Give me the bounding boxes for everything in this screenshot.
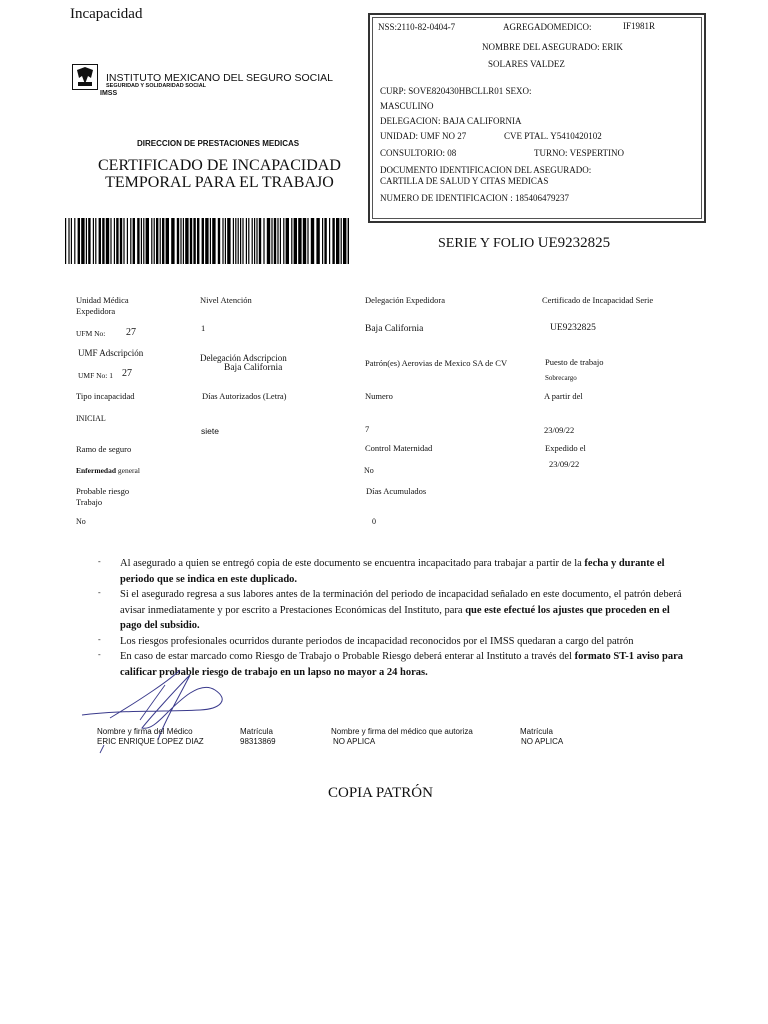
- barcode-bar: [240, 218, 241, 264]
- barcode-bar: [252, 218, 253, 264]
- ramo-seguro-value: [76, 465, 140, 476]
- control-maternidad-label: Control Maternidad: [365, 443, 433, 453]
- barcode-bar: [271, 218, 272, 264]
- cve-ptal: CVE PTAL. Y5410420102: [504, 131, 602, 141]
- barcode-bar: [322, 218, 323, 264]
- umf-no-label: UMF No: 1: [78, 371, 114, 380]
- doc-id-line-2: CARTILLA DE SALUD Y CITAS MEDICAS: [380, 176, 549, 186]
- barcode-bar: [143, 218, 144, 264]
- barcode-bar: [93, 218, 94, 264]
- tipo-incapacidad-value: INICIAL: [76, 414, 106, 423]
- doc-id-line-1: DOCUMENTO IDENTIFICACION DEL ASEGURADO:: [380, 165, 592, 175]
- barcode-bar: [95, 218, 96, 264]
- barcode-bar: [81, 218, 84, 264]
- puesto-value: Sobrecargo: [545, 374, 577, 382]
- tipo-incapacidad-label: Tipo incapacidad: [76, 391, 135, 401]
- barcode-bar: [222, 218, 223, 264]
- delegacion-expedidora-label: Delegación Expedidora: [365, 295, 446, 305]
- barcode: [64, 218, 350, 264]
- expedido-value: 23/09/22: [549, 459, 580, 469]
- note-item: [98, 587, 688, 634]
- barcode-bar: [294, 218, 297, 264]
- barcode-bar: [233, 218, 234, 264]
- barcode-bar: [341, 218, 342, 264]
- barcode-bar: [127, 218, 128, 264]
- barcode-bar: [202, 218, 204, 264]
- barcode-bar: [348, 218, 349, 264]
- barcode-bar: [123, 218, 124, 264]
- delegacion-expedidora-value: Baja California: [365, 324, 424, 334]
- control-maternidad-value: No: [364, 466, 374, 475]
- barcode-bar: [267, 218, 270, 264]
- puesto-label: Puesto de trabajo: [545, 357, 604, 367]
- ramo-seguro-label: Ramo de seguro: [76, 444, 132, 454]
- nombre-asegurado-line-2: SOLARES VALDEZ: [488, 59, 565, 69]
- a-partir-value: 23/09/22: [544, 425, 575, 435]
- barcode-bar: [218, 218, 220, 264]
- autoriza-label: Nombre y firma del médico que autoriza: [331, 727, 473, 736]
- barcode-bar: [120, 218, 122, 264]
- barcode-bar: [248, 218, 249, 264]
- matricula-2-value: NO APLICA: [521, 737, 564, 746]
- note-bold-text: fecha y durante el periodo que se indica en este duplicado.: [120, 558, 665, 585]
- matricula-value: 98313869: [240, 737, 276, 746]
- dias-autorizados-value: siete: [201, 426, 219, 436]
- barcode-bar: [227, 218, 230, 264]
- barcode-bar: [311, 218, 314, 264]
- barcode-bar: [256, 218, 257, 264]
- medico-value: ERIC ENRIQUE LOPEZ DIAZ: [97, 737, 204, 746]
- barcode-bar: [74, 218, 75, 264]
- note-text: Si el asegurado regresa a sus labores antes de la terminación del periodo de incapacidad señalado en este documento, el patrón deberá avisar inmediatamente y por escrito a Prestaciones Económicas del Instituto, para: [120, 589, 682, 616]
- certificate-title-line-1: CERTIFICADO DE INCAPACIDAD: [98, 157, 341, 174]
- barcode-bar: [68, 218, 69, 264]
- unidad-medica-label-2: Expedidora: [76, 306, 116, 316]
- barcode-bar: [307, 218, 308, 264]
- imss-logo-text: IMSS: [100, 90, 118, 97]
- agregado-medico-label: AGREGADOMEDICO:: [503, 22, 592, 32]
- a-partir-label: A partir del: [544, 391, 583, 401]
- barcode-bar: [283, 218, 284, 264]
- barcode-bar: [162, 218, 164, 264]
- probable-riesgo-label-2: Trabajo: [76, 497, 103, 507]
- barcode-bar: [180, 218, 181, 264]
- certificate-title: [98, 157, 341, 191]
- barcode-bar: [329, 218, 330, 264]
- barcode-bar: [225, 218, 226, 264]
- matricula-2-label: Matrícula: [520, 727, 553, 736]
- barcode-bar: [316, 218, 319, 264]
- barcode-bar: [65, 218, 66, 264]
- barcode-bar: [106, 218, 109, 264]
- institution-subtitle: SEGURIDAD Y SOLIDARIDAD SOCIAL: [106, 83, 207, 89]
- cert-serie-label: Certificado de Incapacidad Serie: [542, 295, 654, 305]
- barcode-bar: [146, 218, 149, 264]
- barcode-bar: [291, 218, 292, 264]
- barcode-bar: [212, 218, 215, 264]
- barcode-bar: [151, 218, 152, 264]
- barcode-bar: [86, 218, 87, 264]
- turno: TURNO: VESPERTINO: [534, 148, 625, 158]
- barcode-bar: [298, 218, 301, 264]
- note-text: En caso de estar marcado como Riesgo de Trabajo o Probable Riesgo deberá enterar al Instituto a través del: [120, 651, 575, 662]
- patron-value: Aerovias de Mexico SA de CV: [401, 358, 508, 368]
- serie-folio-value: UE9232825: [537, 235, 611, 251]
- barcode-bar: [197, 218, 199, 264]
- barcode-bar: [133, 218, 135, 264]
- dias-autorizados-label: Días Autorizados (Letra): [202, 391, 287, 401]
- barcode-bar: [156, 218, 158, 264]
- expedido-label: Expedido el: [545, 443, 586, 453]
- probable-riesgo-label-1: Probable riesgo: [76, 486, 130, 496]
- imss-eagle-logo-icon: [72, 64, 98, 98]
- barcode-bar: [141, 218, 142, 264]
- barcode-bar: [99, 218, 101, 264]
- ramo-seguro-value-bold: Enfermedad: [76, 466, 116, 475]
- barcode-bar: [235, 218, 236, 264]
- barcode-bar: [246, 218, 247, 264]
- note-item: [98, 556, 688, 587]
- numero-value: 7: [365, 424, 370, 434]
- institution-name: INSTITUTO MEXICANO DEL SEGURO SOCIAL: [106, 72, 333, 84]
- barcode-bar: [259, 218, 261, 264]
- barcode-bar: [102, 218, 104, 264]
- medico-label: Nombre y firma del Médico: [97, 727, 193, 736]
- barcode-bar: [71, 218, 72, 264]
- note-text: Al asegurado a quien se entregó copia de este documento se encuentra incapacitado para trabajar a partir de la: [120, 558, 585, 569]
- unidad: UNIDAD: UMF NO 27: [380, 131, 467, 141]
- patron: [365, 358, 507, 369]
- sexo: MASCULINO: [380, 101, 434, 111]
- note-bullet: -: [98, 650, 101, 659]
- curp: CURP: SOVE820430HBCLLR01 SEXO:: [380, 86, 532, 96]
- numero-identificacion: NUMERO DE IDENTIFICACION : 185406479237: [380, 193, 569, 203]
- barcode-bar: [254, 218, 255, 264]
- barcode-bar: [190, 218, 192, 264]
- barcode-bar: [205, 218, 208, 264]
- certificate-title-line-2: TEMPORAL PARA EL TRABAJO: [105, 174, 334, 191]
- ramo-seguro-value-rest: general: [117, 466, 140, 475]
- nombre-asegurado-line-1: NOMBRE DEL ASEGURADO: ERIK: [482, 42, 623, 52]
- delegacion-adscripcion-label: Delegación Adscripcion: [200, 353, 287, 363]
- dias-acumulados-label: Días Acumulados: [366, 486, 427, 496]
- barcode-bar: [336, 218, 339, 264]
- barcode-bar: [88, 218, 90, 264]
- note-bullet: -: [98, 634, 101, 644]
- nivel-atencion-value: 1: [201, 323, 206, 333]
- note-bold-text: que este efectué los ajustes que proceden en el pago del subsidio.: [120, 604, 670, 631]
- barcode-bar: [303, 218, 306, 264]
- probable-riesgo-value: No: [76, 517, 86, 526]
- ufm-no-value: 27: [126, 327, 136, 338]
- unidad-medica-label-1: Unidad Médica: [76, 295, 129, 305]
- barcode-bar: [343, 218, 346, 264]
- barcode-bar: [332, 218, 334, 264]
- umf-adscripcion-label: UMF Adscripción: [78, 348, 144, 358]
- matricula-label: Matrícula: [240, 727, 273, 736]
- barcode-bar: [130, 218, 131, 264]
- note-bullet: -: [98, 557, 101, 566]
- numero-label: Numero: [365, 391, 393, 401]
- barcode-bar: [166, 218, 169, 264]
- unidad-medica-label: [76, 295, 129, 317]
- barcode-bar: [110, 218, 111, 264]
- barcode-bar: [78, 218, 80, 264]
- barcode-bar: [160, 218, 161, 264]
- serie-folio: [438, 235, 610, 252]
- barcode-bar: [154, 218, 155, 264]
- barcode-bar: [183, 218, 184, 264]
- ufm-no-label: UFM No:: [76, 329, 106, 338]
- probable-riesgo-label: [76, 486, 129, 508]
- barcode-bar: [324, 218, 326, 264]
- barcode-bar: [242, 218, 243, 264]
- nss: NSS:2110-82-0404-7: [378, 22, 456, 32]
- autoriza-value: NO APLICA: [333, 737, 376, 746]
- barcode-bar: [185, 218, 188, 264]
- patron-label: Patrón(es): [365, 358, 400, 368]
- document-title: Incapacidad: [70, 6, 143, 22]
- barcode-bar: [171, 218, 174, 264]
- delegacion-adscripcion-value: Baja California: [224, 363, 283, 373]
- barcode-bar: [274, 218, 276, 264]
- barcode-bar: [280, 218, 281, 264]
- copia-patron: COPIA PATRÓN: [328, 785, 433, 801]
- delegacion: DELEGACION: BAJA CALIFORNIA: [380, 116, 522, 126]
- barcode-bar: [177, 218, 179, 264]
- note-bold-text: formato ST-1 aviso para calificar probable riesgo de trabajo en un lapso no mayor a 24 horas.: [120, 651, 683, 678]
- barcode-bar: [137, 218, 139, 264]
- note-bullet: -: [98, 588, 101, 597]
- umf-no-value: 27: [122, 368, 132, 379]
- barcode-bar: [263, 218, 264, 264]
- serie-folio-label: SERIE Y FOLIO: [438, 236, 535, 251]
- barcode-bar: [286, 218, 289, 264]
- agregado-medico-value: IF1981R: [623, 21, 656, 31]
- note-text: Los riesgos profesionales ocurridos durante periodos de incapacidad reconocidos por el IMSS quedaran a cargo del patrón: [120, 635, 634, 647]
- barcode-bar: [114, 218, 115, 264]
- barcode-bar: [238, 218, 239, 264]
- dias-acumulados-value: 0: [372, 517, 376, 526]
- cert-serie-value: UE9232825: [550, 323, 596, 333]
- barcode-bar: [193, 218, 195, 264]
- note-item: [98, 634, 688, 650]
- nivel-atencion-label: Nivel Atención: [200, 295, 252, 305]
- barcode-bar: [210, 218, 211, 264]
- barcode-bar: [277, 218, 278, 264]
- direccion-heading: DIRECCION DE PRESTACIONES MEDICAS: [137, 139, 300, 148]
- consultorio: CONSULTORIO: 08: [380, 148, 457, 158]
- barcode-bar: [116, 218, 118, 264]
